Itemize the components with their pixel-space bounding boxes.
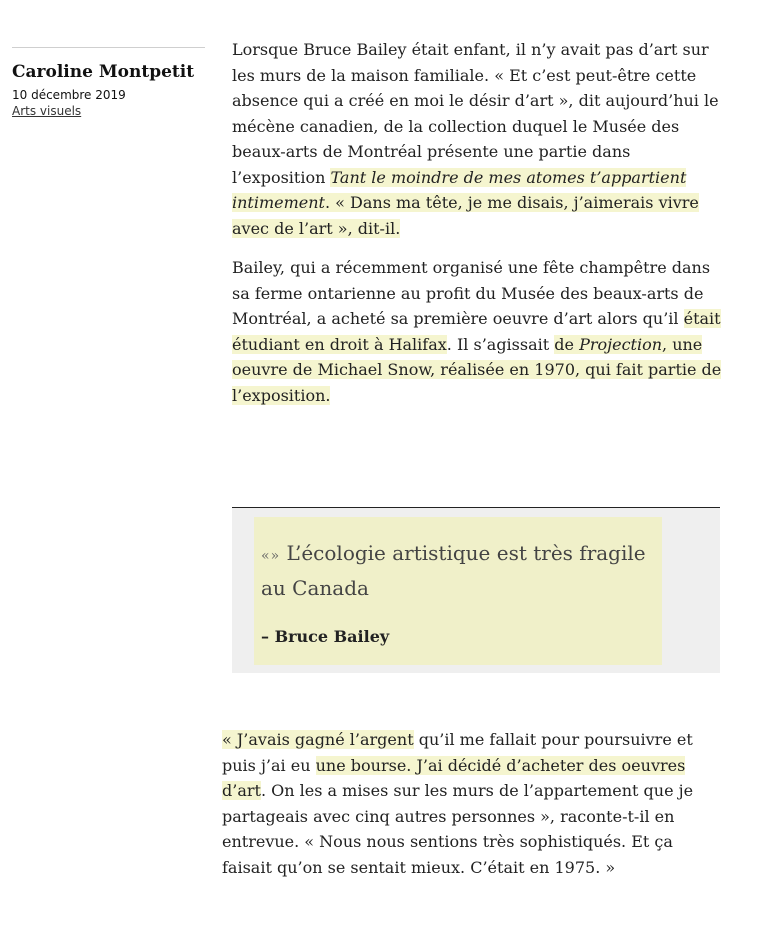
paragraph-2-text-d: , une oeuvre de Michael Snow, réalisée en 1970, qui fait partie de l’exposition. bbox=[232, 334, 722, 405]
paragraph-3-highlight-a: « J’avais gagné l’argent bbox=[222, 730, 414, 749]
byline bbox=[12, 47, 205, 118]
paragraph-3-highlight-b: une bourse. J’ai décidé d’acheter des oeuvres d’art bbox=[222, 755, 686, 800]
paragraph-1-text-a: Lorsque Bruce Bailey était enfant, il n’y avait pas d’art sur les murs de la maison familiale. « Et c’est peut-être cette absence qui a créé en moi le désir d’art », dit aujourd’hui le mécène canadien, de la collection duquel le Musée des beaux-arts de Montréal présente une partie dans l’exposition bbox=[232, 40, 719, 187]
paragraph-3-text-b: . On les a mises sur les murs de l’appartement que je partageais avec cinq autres personnes », raconte-t-il en entrevue. « Nous nous sentions très sophistiqués. Et ça faisait qu’on se sentait mieux. C’était en 1975. » bbox=[222, 781, 694, 877]
paragraph-1-text-b: . « Dans ma tête, je me disais, j’aimerais vivre avec de l’art », dit-il. bbox=[232, 193, 699, 238]
pull-quote-text bbox=[261, 537, 657, 604]
pull-quote-body: L’écologie artistique est très fragile au Canada bbox=[261, 541, 646, 600]
exhibition-title: Tant le moindre de mes atomes t’appartient intimement bbox=[232, 167, 687, 212]
paragraph-3 bbox=[222, 727, 722, 880]
artwork-title: Projection bbox=[579, 334, 663, 354]
paragraph-1 bbox=[232, 37, 724, 241]
pull-quote-highlight bbox=[254, 517, 662, 665]
pull-quote bbox=[232, 507, 720, 673]
paragraph-2-text-b: . Il s’agissait bbox=[446, 334, 550, 354]
pull-quote-author: – Bruce Bailey bbox=[261, 627, 390, 646]
byline-divider bbox=[12, 47, 205, 48]
author-name[interactable]: Caroline Montpetit bbox=[12, 62, 195, 82]
publish-date: 10 décembre 2019 bbox=[12, 88, 126, 102]
paragraph-2-text-a: Bailey, qui a récemment organisé une fête champêtre dans sa ferme ontarienne au profit du Musée des beaux-arts de Montréal, a acheté sa première oeuvre d’art alors qu’il bbox=[232, 258, 711, 328]
paragraph-3-text-a: qu’il me fallait pour poursuivre et puis j’ai eu bbox=[222, 730, 693, 775]
paragraph-2 bbox=[232, 255, 724, 408]
paragraph-2-highlight-a: était étudiant en droit à Halifax bbox=[232, 309, 721, 354]
paragraph-2-text-c: de bbox=[554, 334, 574, 354]
article-body bbox=[232, 37, 724, 422]
section-link[interactable]: Arts visuels bbox=[12, 104, 82, 118]
article-body-continued bbox=[222, 727, 722, 880]
quote-mark-icon: «» bbox=[261, 548, 281, 564]
